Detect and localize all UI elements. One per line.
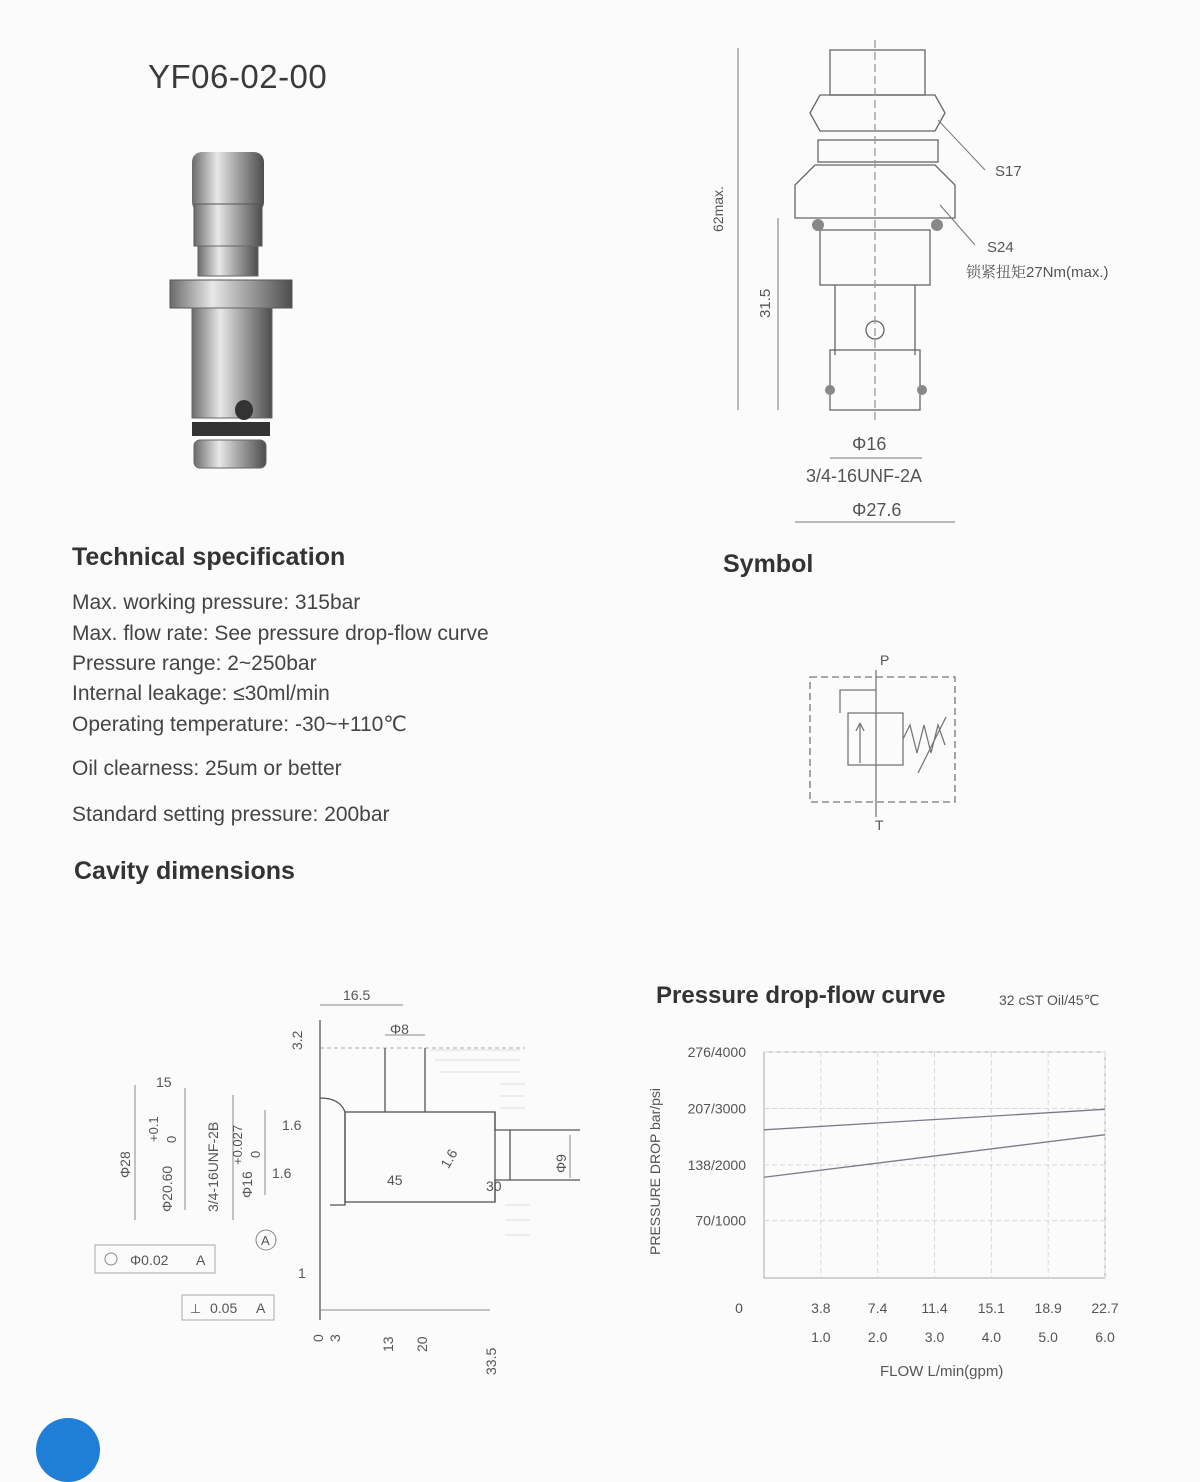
dim-phi28: Φ28 (117, 1151, 133, 1178)
x-tick-gpm: 2.0 (867, 1329, 888, 1345)
s24-label: S24 (987, 239, 1014, 256)
cap-shape (192, 152, 264, 212)
thread-shape (198, 246, 258, 276)
concentricity-tol: Φ0.02 (130, 1252, 169, 1268)
symbol-heading: Symbol (723, 550, 814, 578)
s17-label: S17 (995, 163, 1022, 180)
spec-heading: Technical specification (72, 543, 346, 571)
y-tick-label: 207/3000 (687, 1100, 746, 1117)
port-t-label: T (875, 817, 884, 833)
len-31-5-label: 31.5 (757, 288, 774, 318)
cavity-heading: Cavity dimensions (74, 857, 295, 885)
dim-tol1-plus: +0.1 (146, 1116, 161, 1142)
hex-nut-shape (194, 204, 262, 246)
dim-phi8: Φ8 (390, 1021, 409, 1037)
dim-3-2: 3.2 (289, 1030, 305, 1050)
x-tick-gpm: 1.0 (811, 1329, 831, 1345)
spec-line: Max. working pressure: 315bar (72, 591, 361, 614)
roughness-1: 1.6 (282, 1117, 302, 1133)
x-tick-lpm: 18.9 (1034, 1300, 1062, 1316)
dim-tol2-zero: 0 (248, 1150, 263, 1158)
angle-30: 30 (486, 1178, 502, 1194)
phi16-label: Φ16 (852, 434, 887, 454)
dim-thread-2b: 3/4-16UNF-2B (205, 1121, 221, 1212)
datum-a: A (261, 1233, 270, 1248)
chart-subtitle: 32 cST Oil/45℃ (999, 992, 1100, 1008)
y-tick-label: 276/4000 (687, 1044, 746, 1060)
product-photo (160, 140, 310, 485)
phi27-6-label: Φ27.6 (852, 500, 902, 520)
outline-drawing (690, 40, 1160, 535)
thread-2a-label: 3/4-16UNF-2A (806, 466, 923, 486)
y-axis-label: PRESSURE DROP bar/psi (647, 1087, 663, 1255)
hydraulic-symbol (800, 645, 970, 840)
x-20: 20 (414, 1336, 430, 1352)
tip-shape (194, 440, 266, 468)
x-tick-gpm: 4.0 (981, 1329, 1002, 1345)
x-tick-gpm: 6.0 (1095, 1329, 1115, 1345)
spool-shape (192, 308, 272, 418)
spec-line: Oil clearness: 25um or better (72, 757, 342, 780)
dim-16-5: 16.5 (343, 987, 371, 1003)
angle-45: 45 (387, 1172, 403, 1188)
x-tick-gpm: 5.0 (1038, 1329, 1058, 1345)
pressure-flow-chart (640, 1030, 1160, 1390)
x-tick-lpm: 3.8 (811, 1300, 831, 1316)
perpendicularity-icon: ⊥ (190, 1301, 202, 1316)
body-nut-shape (170, 280, 292, 308)
concentricity-icon (105, 1253, 117, 1265)
x-tick-lpm: 0 (735, 1300, 743, 1316)
dim-1: 1 (298, 1265, 306, 1281)
x-33-5: 33.5 (483, 1347, 499, 1375)
dim-phi20-60: Φ20.60 (159, 1165, 175, 1212)
x-tick-gpm: 3.0 (924, 1329, 945, 1345)
y-tick-label: 138/2000 (687, 1157, 746, 1173)
x-tick-lpm: 15.1 (977, 1300, 1005, 1316)
x-0: 0 (310, 1334, 326, 1342)
concentricity-ref: A (196, 1252, 206, 1268)
max-length-label: 62max. (710, 186, 726, 232)
perpendicularity-tol: 0.05 (210, 1300, 238, 1316)
dim-tol2-plus: +0.027 (230, 1124, 245, 1165)
roughness-3: 1.6 (437, 1146, 461, 1171)
spec-line: Operating temperature: -30~+110℃ (72, 713, 407, 736)
spec-line: Internal leakage: ≤30ml/min (72, 682, 330, 705)
y-tick-label: 70/1000 (695, 1212, 746, 1229)
perpendicularity-ref: A (256, 1300, 266, 1316)
dim-15: 15 (156, 1074, 172, 1090)
x-axis-label: FLOW L/min(gpm) (880, 1363, 1004, 1380)
dim-phi16: Φ16 (239, 1171, 255, 1198)
torque-label: 锁紧扭矩27Nm(max.) (966, 264, 1109, 281)
x-3: 3 (327, 1334, 343, 1342)
spec-line: Standard setting pressure: 200bar (72, 803, 390, 826)
port-p-label: P (880, 652, 890, 668)
model-title: YF06-02-00 (148, 58, 328, 95)
o-ring-shape (192, 422, 270, 436)
chart-title: Pressure drop-flow curve (656, 982, 946, 1009)
spec-line: Pressure range: 2~250bar (72, 652, 317, 675)
roughness-2: 1.6 (272, 1165, 292, 1181)
x-tick-lpm: 22.7 (1091, 1300, 1119, 1316)
x-tick-lpm: 11.4 (921, 1300, 948, 1316)
dim-tol1-zero: 0 (164, 1135, 179, 1143)
corner-badge (36, 1418, 100, 1482)
port-hole-shape (235, 400, 253, 420)
cavity-drawing (90, 980, 610, 1380)
x-13: 13 (380, 1336, 396, 1352)
spec-line: Max. flow rate: See pressure drop-flow curve (72, 622, 489, 645)
x-tick-lpm: 7.4 (867, 1300, 888, 1316)
dim-phi9: Φ9 (553, 1154, 569, 1173)
